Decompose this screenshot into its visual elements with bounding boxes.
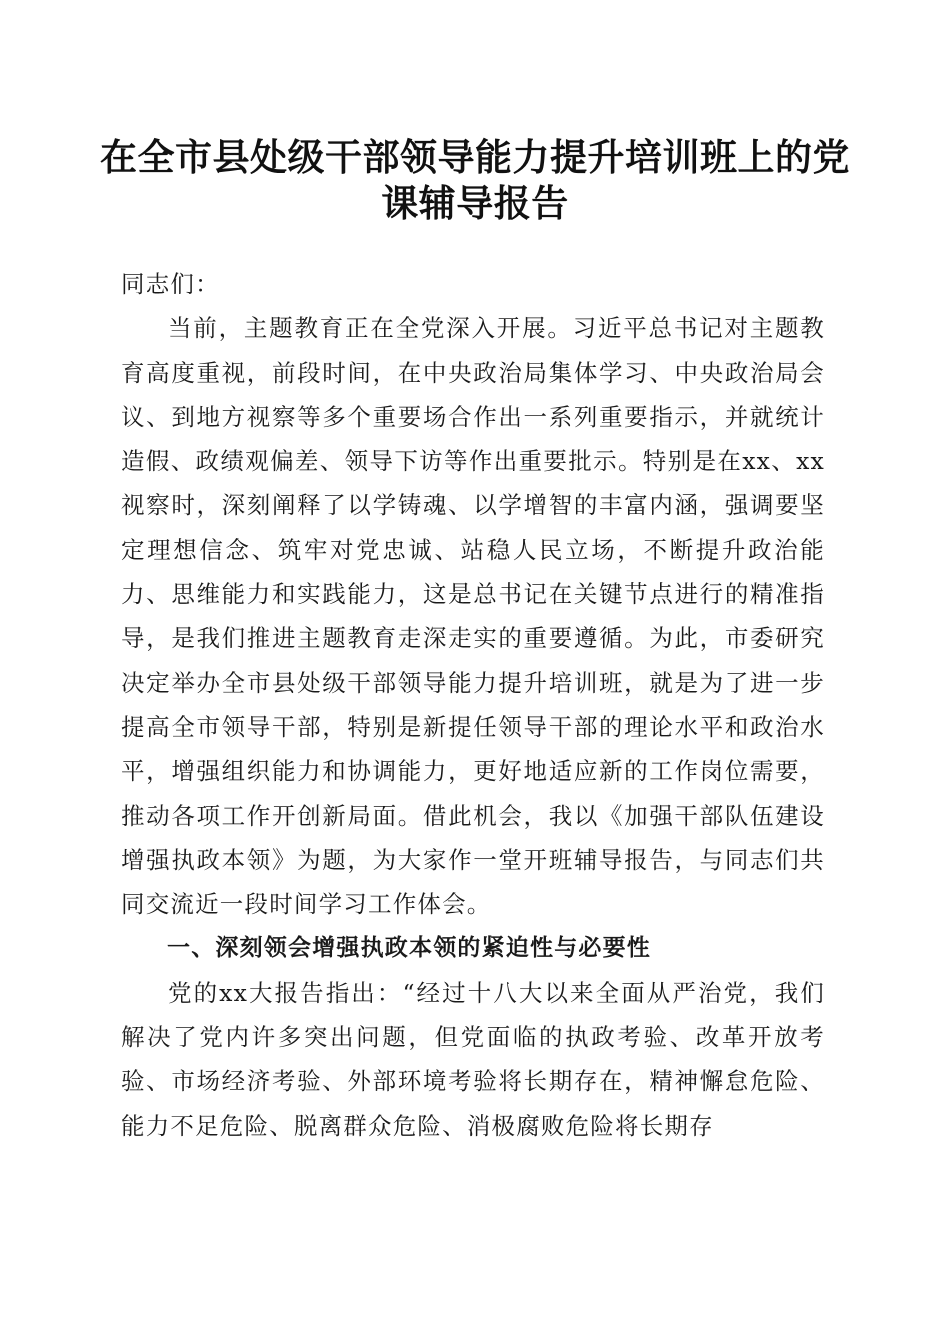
salutation: 同志们： <box>121 270 220 298</box>
section-heading: 一、深刻领会增强执政本领的紧迫性与必要性 <box>167 935 651 962</box>
document-title: 在全市县处级干部领导能力提升培训班上的党课辅导报告 <box>100 135 850 225</box>
document-body <box>121 262 825 1148</box>
section-paragraph: 党的xx大报告指出：“经过十八大以来全面从严治党，我们解决了党内许多突出问题，但党面临的执政考验、改革开放考验、市场经济考验、外部环境考验将长期存在，精神懈怠危险、能力不足危险、脱离群众危险、消极腐败危险将长期存 <box>121 978 825 1140</box>
intro-paragraph: 当前，主题教育正在全党深入开展。习近平总书记对主题教育高度重视，前段时间，在中央政治局集体学习、中央政治局会议、到地方视察等多个重要场合作出一系列重要指示，并就统计造假、政绩观偏差、领导下访等作出重要批示。特别是在xx、xx视察时，深刻阐释了以学铸魂、以学增智的丰富内涵，强调要坚定理想信念、筑牢对党忠诚、站稳人民立场，不断提升政治能力、思维能力和实践能力，这是总书记在关键节点进行的精准指导，是我们推进主题教育走深走实的重要遵循。为此，市委研究决定举办全市县处级干部领导能力提升培训班，就是为了进一步提高全市领导干部，特别是新提任领导干部的理论水平和政治水平，增强组织能力和协调能力，更好地适应新的工作岗位需要，推动各项工作开创新局面。借此机会，我以《加强干部队伍建设增强执政本领》为题，为大家作一堂开班辅导报告，与同志们共同交流近一段时间学习工作体会。 <box>121 314 825 919</box>
